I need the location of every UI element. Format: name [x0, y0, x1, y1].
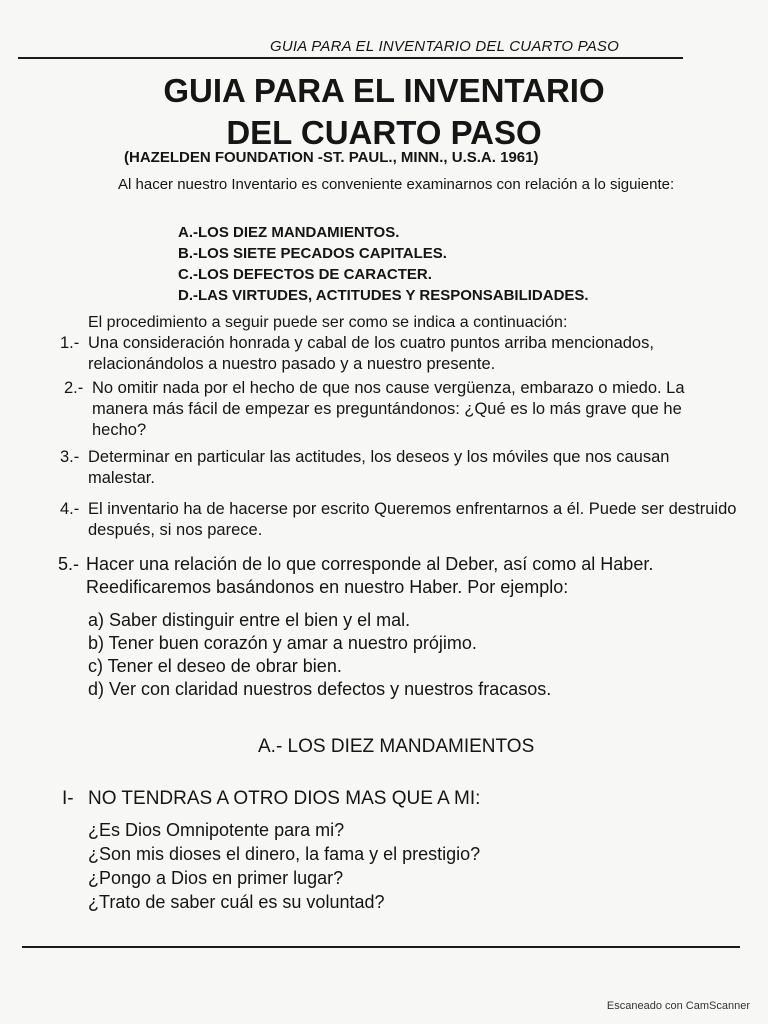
step-text: Una consideración honrada y cabal de los cuatro puntos arriba mencionados, relacionándolos a nuestro pasado y a nuestro presente. — [88, 334, 654, 373]
commandment-number: I- — [62, 788, 74, 809]
commandment-text: NO TENDRAS A OTRO DIOS MAS QUE A MI: — [88, 788, 481, 809]
step-text: Hacer una relación de lo que corresponde al Deber, así como al Haber. Reedificaremos basándonos en nuestro Haber. Por ejemplo: — [86, 554, 654, 597]
document-title — [60, 70, 708, 154]
questions-list — [88, 818, 480, 914]
step-number: 5.- — [58, 554, 80, 574]
examples-list — [88, 609, 551, 701]
footer-rule — [22, 946, 740, 948]
question-item: ¿Es Dios Omnipotente para mi? — [88, 820, 345, 840]
topic-item: D.-LAS VIRTUDES, ACTITUDES Y RESPONSABILIDADES. — [178, 287, 589, 304]
step-number: 2.- — [64, 379, 84, 397]
example-item: c) Tener el deseo de obrar bien. — [88, 656, 342, 676]
topics-list — [178, 222, 589, 306]
document-subtitle: (HAZELDEN FOUNDATION -ST. PAUL., MINN., U.S.A. 1961) — [124, 149, 539, 166]
step-number: 3.- — [60, 448, 80, 466]
running-header: GUIA PARA EL INVENTARIO DEL CUARTO PASO — [270, 38, 620, 55]
example-item: b) Tener buen corazón y amar a nuestro prójimo. — [88, 633, 477, 653]
step-text: El inventario ha de hacerse por escrito Queremos enfrentarnos a él. Puede ser destruido después, si nos parece. — [88, 500, 737, 539]
title-line-2: DEL CUARTO PASO — [226, 114, 542, 151]
title-line-1: GUIA PARA EL INVENTARIO — [163, 72, 605, 109]
topic-item: C.-LOS DEFECTOS DE CARACTER. — [178, 266, 432, 283]
example-item: a) Saber distinguir entre el bien y el mal. — [88, 610, 411, 630]
step-text: No omitir nada por el hecho de que nos cause vergüenza, embarazo o miedo. La manera más fácil de empezar es preguntándonos: ¿Qué es lo más grave que he hecho? — [92, 379, 685, 439]
header-rule — [18, 57, 683, 59]
step-number: 1.- — [60, 334, 80, 352]
section-heading: A.- LOS DIEZ MANDAMIENTOS — [258, 736, 535, 757]
question-item: ¿Pongo a Dios en primer lugar? — [88, 868, 344, 888]
example-item: d) Ver con claridad nuestros defectos y nuestros fracasos. — [88, 679, 552, 699]
question-item: ¿Trato de saber cuál es su voluntad? — [88, 892, 385, 912]
step-number: 4.- — [60, 500, 80, 518]
scanner-watermark: Escaneado con CamScanner — [606, 1000, 750, 1012]
topic-item: B.-LOS SIETE PECADOS CAPITALES. — [178, 245, 447, 262]
intro-paragraph: Al hacer nuestro Inventario es conveniente examinarnos con relación a lo siguiente: — [118, 176, 675, 193]
question-item: ¿Son mis dioses el dinero, la fama y el prestigio? — [88, 844, 481, 864]
procedure-intro: El procedimiento a seguir puede ser como se indica a continuación: — [88, 314, 568, 331]
topic-item: A.-LOS DIEZ MANDAMIENTOS. — [178, 224, 400, 241]
step-text: Determinar en particular las actitudes, los deseos y los móviles que nos causan malestar. — [88, 448, 670, 487]
